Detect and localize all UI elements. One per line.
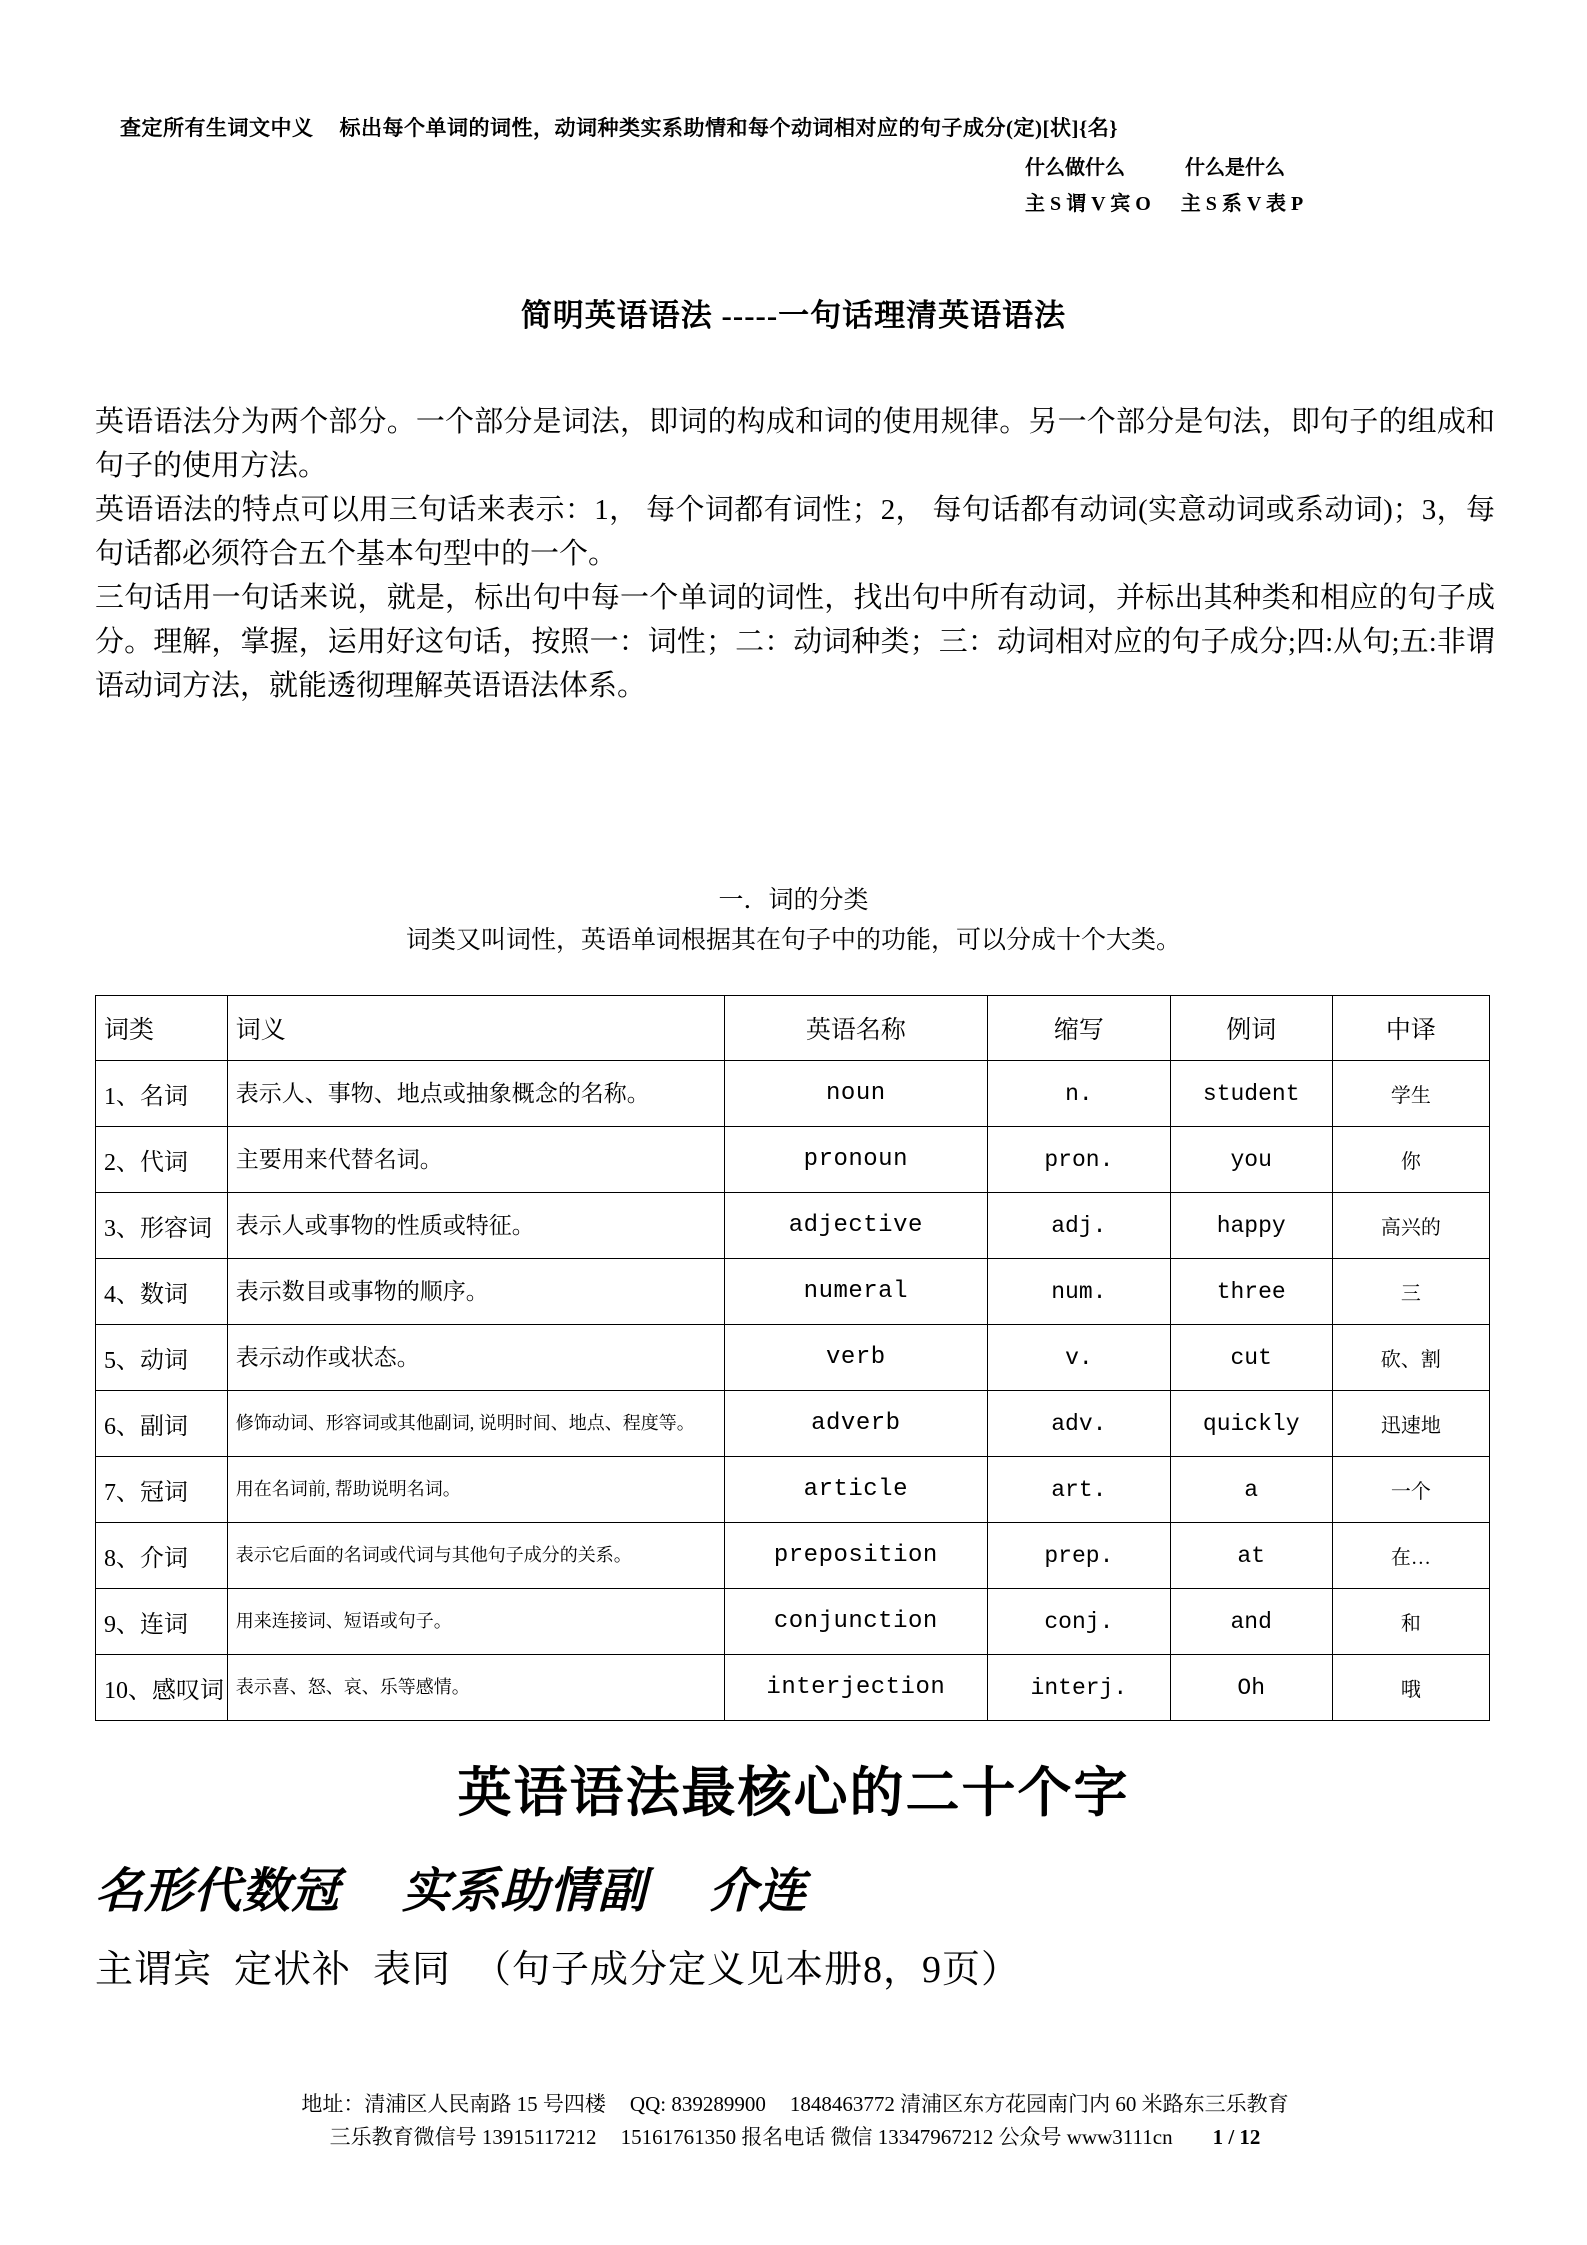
table-row (96, 1391, 1490, 1457)
cell-meaning: 修饰动词、形容词或其他副词, 说明时间、地点、程度等。 (227, 1391, 724, 1457)
cell-category: 8、介词 (96, 1523, 228, 1589)
cell-chinese: 迅速地 (1332, 1391, 1489, 1457)
column-header-english-name: 英语名称 (724, 996, 988, 1061)
cell-example: happy (1170, 1193, 1332, 1259)
cell-abbreviation: interj. (988, 1655, 1170, 1721)
header-annotations (120, 112, 1497, 216)
intro-text (95, 400, 1495, 709)
cell-meaning: 主要用来代替名词。 (227, 1127, 724, 1193)
header-line-3 (1025, 187, 1497, 216)
table-row (96, 1457, 1490, 1523)
cell-example: quickly (1170, 1391, 1332, 1457)
cell-chinese: 高兴的 (1332, 1193, 1489, 1259)
column-header-chinese: 中译 (1332, 996, 1489, 1061)
cell-abbreviation: prep. (988, 1523, 1170, 1589)
cell-chinese: 一个 (1332, 1457, 1489, 1523)
cell-abbreviation: num. (988, 1259, 1170, 1325)
cell-example: cut (1170, 1325, 1332, 1391)
cell-abbreviation: v. (988, 1325, 1170, 1391)
cell-example: three (1170, 1259, 1332, 1325)
header-line-2-part-a: 什么做什么 (1025, 157, 1125, 179)
page-title: 简明英语语法 -----一句话理清英语语法 (520, 298, 1067, 333)
cell-category: 9、连词 (96, 1589, 228, 1655)
cell-chinese: 三 (1332, 1259, 1489, 1325)
cell-english-name: conjunction (724, 1589, 988, 1655)
page-footer (95, 2088, 1495, 2153)
cell-example: a (1170, 1457, 1332, 1523)
core-line-1-part-c: 介连 (709, 1865, 808, 1918)
cell-example: Oh (1170, 1655, 1332, 1721)
cell-english-name: verb (724, 1325, 988, 1391)
cell-abbreviation: conj. (988, 1589, 1170, 1655)
cell-english-name: adverb (724, 1391, 988, 1457)
cell-example: at (1170, 1523, 1332, 1589)
cell-category: 10、感叹词 (96, 1655, 228, 1721)
cell-english-name: adjective (724, 1193, 988, 1259)
section-subheading: 词类又叫词性，英语单词根据其在句子中的功能，可以分成十个大类。 (405, 927, 1181, 954)
word-classes-table (95, 995, 1490, 1721)
header-line-1-part-a: 查定所有生词文中义 (120, 116, 314, 140)
cell-example: student (1170, 1061, 1332, 1127)
cell-category: 5、动词 (96, 1325, 228, 1391)
cell-english-name: numeral (724, 1259, 988, 1325)
header-line-2 (1025, 151, 1497, 180)
cell-category: 6、副词 (96, 1391, 228, 1457)
cell-meaning: 用在名词前, 帮助说明名词。 (227, 1457, 724, 1523)
table-header-row (96, 996, 1490, 1061)
cell-meaning: 表示人、事物、地点或抽象概念的名称。 (227, 1061, 724, 1127)
footer-contact: 15161761350 报名电话 微信 13347967212 公众号 www3111cn (620, 2124, 1173, 2149)
core-line-2-part-a: 主谓宾 (95, 1949, 213, 1991)
cell-abbreviation: adv. (988, 1391, 1170, 1457)
footer-line-2 (95, 2121, 1495, 2154)
cell-chinese: 哦 (1332, 1655, 1489, 1721)
footer-address: 地址：清浦区人民南路 15 号四楼 (301, 2092, 606, 2116)
table-row (96, 1655, 1490, 1721)
cell-english-name: article (724, 1457, 988, 1523)
column-header-abbreviation: 缩写 (988, 996, 1170, 1061)
cell-category: 3、形容词 (96, 1193, 228, 1259)
cell-abbreviation: pron. (988, 1127, 1170, 1193)
cell-english-name: pronoun (724, 1127, 988, 1193)
intro-paragraph-2: 英语语法的特点可以用三句话来表示：1， 每个词都有词性；2， 每句话都有动词(实意动词或系动词)；3，每句话都必须符合五个基本句型中的一个。 (95, 494, 1495, 571)
table-row (96, 1589, 1490, 1655)
column-header-example: 例词 (1170, 996, 1332, 1061)
column-header-meaning: 词义 (227, 996, 724, 1061)
table-row (96, 1127, 1490, 1193)
cell-category: 7、冠词 (96, 1457, 228, 1523)
table-row (96, 1325, 1490, 1391)
intro-paragraph-3: 三句话用一句话来说，就是，标出句中每一个单词的词性，找出句中所有动词，并标出其种类和相应的句子成分。理解，掌握，运用好这句话，按照一：词性；二：动词种类；三：动词相对应的句子成分;四:从句;五:非谓语动词方法，就能透彻理解英语语法体系。 (95, 582, 1495, 703)
cell-abbreviation: art. (988, 1457, 1170, 1523)
footer-line-1 (95, 2088, 1495, 2121)
core-line-2-part-d: （句子成分定义见本册8，9页） (473, 1949, 1021, 1991)
header-line-1 (120, 112, 1497, 142)
cell-chinese: 你 (1332, 1127, 1489, 1193)
table-row (96, 1061, 1490, 1127)
cell-meaning: 表示人或事物的性质或特征。 (227, 1193, 724, 1259)
cell-abbreviation: adj. (988, 1193, 1170, 1259)
cell-chinese: 砍、割 (1332, 1325, 1489, 1391)
footer-qq: QQ: 839289900 (629, 2092, 766, 2116)
core-line-2-part-b: 定状补 (234, 1949, 352, 1991)
cell-chinese: 和 (1332, 1589, 1489, 1655)
cell-category: 1、名词 (96, 1061, 228, 1127)
cell-chinese: 学生 (1332, 1061, 1489, 1127)
page-number: 1 / 12 (1212, 2124, 1261, 2149)
intro-paragraph-1: 英语语法分为两个部分。一个部分是词法，即词的构成和词的使用规律。另一个部分是句法，即句子的组成和句子的使用方法。 (95, 406, 1495, 483)
cell-meaning: 表示数目或事物的顺序。 (227, 1259, 724, 1325)
cell-category: 2、代词 (96, 1127, 228, 1193)
table-row (96, 1259, 1490, 1325)
core-line-2 (95, 1938, 1495, 1993)
cell-abbreviation: n. (988, 1061, 1170, 1127)
cell-category: 4、数词 (96, 1259, 228, 1325)
cell-chinese: 在… (1332, 1523, 1489, 1589)
core-title: 英语语法最核心的二十个字 (457, 1763, 1130, 1823)
table-row (96, 1523, 1490, 1589)
cell-meaning: 表示喜、怒、哀、乐等感情。 (227, 1655, 724, 1721)
footer-qq-alt: 1848463772 清浦区东方花园南门内 60 米路东三乐教育 (789, 2092, 1289, 2116)
cell-english-name: interjection (724, 1655, 988, 1721)
cell-meaning: 表示它后面的名词或代词与其他句子成分的关系。 (227, 1523, 724, 1589)
cell-english-name: preposition (724, 1523, 988, 1589)
footer-wechat: 三乐教育微信号 13915117212 (329, 2124, 597, 2149)
cell-meaning: 用来连接词、短语或句子。 (227, 1589, 724, 1655)
cell-meaning: 表示动作或状态。 (227, 1325, 724, 1391)
column-header-category: 词类 (96, 996, 228, 1061)
core-line-1 (95, 1852, 1495, 1921)
header-line-3-part-a: 主 S 谓 V 宾 O (1025, 193, 1151, 215)
table-row (96, 1193, 1490, 1259)
cell-example: and (1170, 1589, 1332, 1655)
cell-english-name: noun (724, 1061, 988, 1127)
header-line-3-part-b: 主 S 系 V 表 P (1180, 193, 1304, 215)
header-line-2-part-b: 什么是什么 (1185, 157, 1285, 179)
cell-example: you (1170, 1127, 1332, 1193)
core-line-1-part-a: 名形代数冠 (95, 1865, 341, 1918)
core-line-2-part-c: 表同 (373, 1949, 452, 1991)
core-line-1-part-b: 实系助情副 (402, 1865, 648, 1918)
word-classes-table-wrapper (95, 995, 1490, 1721)
header-line-1-part-b: 标出每个单词的词性，动词种类实系助情和每个动词相对应的句子成分(定)[状]{名} (339, 116, 1119, 140)
section-heading: 一．词的分类 (718, 887, 869, 914)
